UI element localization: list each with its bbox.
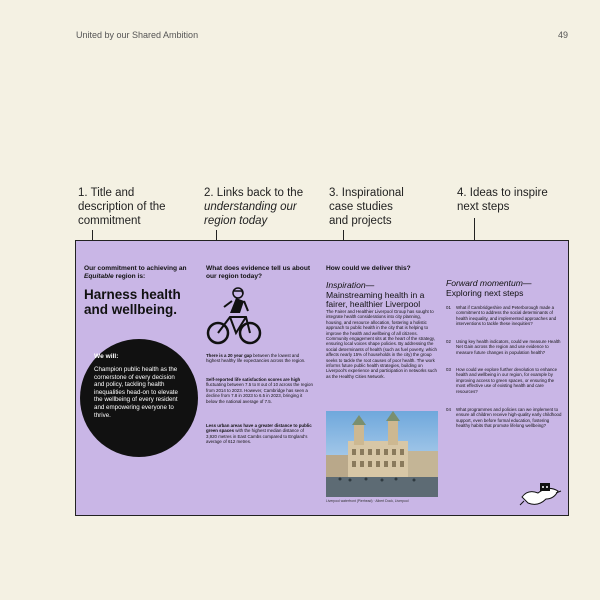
blob-title: We will: (94, 353, 119, 360)
guide-1 (78, 186, 188, 228)
guide-2-num: 2. (204, 187, 214, 199)
guide-3-num: 3. (329, 187, 339, 199)
evidence-1-rest: between the lowest and highest healthy life expectancies across the region. (206, 353, 306, 364)
we-will-blob (80, 339, 198, 457)
photo-caption: Liverpool waterfront (Pierhead) · Albert Dock, Liverpool (326, 499, 409, 503)
evidence-3-rest: with the highest median distance of 3,920 metres in East Cambs compared to England's average of 612 metres. (206, 428, 308, 445)
next-steps-title-text: Exploring next steps (446, 287, 524, 298)
step-text: What programmes and policies can we implement to ensure all children receive high-quality early childhood support, even before formal education, fostering healthy habits that promote lifelong wellbeing? (456, 407, 562, 429)
step-text: How could we explore further devolution to enhance health and wellbeing in our region, for example by improving access to green spaces, or ensuring the most effective use of existing health and care resources? (456, 367, 558, 394)
evidence-point-1 (206, 353, 314, 364)
next-steps-label: Forward momentum— (446, 278, 532, 288)
evidence-point-3 (206, 423, 314, 445)
step-text: What if Cambridgeshire and Peterborough made a commitment to address the social determinants of health inequality, and implemented approaches and interventions to tackle these inequities? (456, 305, 557, 327)
inspiration-body: The Fairer and Healthier Liverpool Group has sought to integrate health considerations into city planning, housing, and resource allocation, fostering a holistic approach to public health in the city that is helping to improve the health and wellbeing of all citizens. Community engagement sits at the heart of the strategy, ensuring local voices shape policies. By addressing the social determinants of health (such as fuel poverty, which affects nearly 15% of households in the city) the group seeks to tackle the root causes of poor health. The work informs future public health strategies, building on Liverpool's experience and participation in networks such as the Healthy Cities Network. (326, 309, 437, 379)
evidence-2-bold: Self-reported life satisfaction scores are high (206, 377, 301, 382)
step-number: 03 (446, 367, 451, 372)
inspiration-title-text: Mainstreaming health in a fairer, healthier Liverpool (326, 289, 425, 310)
evidence-point-2 (206, 377, 314, 404)
guide-2-line-3: region today (204, 215, 268, 227)
spread-panel (75, 240, 569, 516)
blob-body: Champion public health as the cornerstone of every decision and policy, tackling health inequalities head-on to elevate the wellbeing of every resident and empowering everyone to thrive. (94, 366, 178, 419)
evidence-3-bold: Less urban areas have a greater distance to public green spaces (206, 423, 312, 434)
guide-3 (329, 186, 429, 228)
step-text: Using key health indicators, could we measure Health Net Gain across the region and use evidence to measure future changes in population health? (456, 339, 561, 355)
guide-3-line-1: Inspirational (341, 187, 404, 199)
guide-1-line-3: commitment (78, 215, 141, 227)
intro-text-c: region is: (115, 273, 146, 280)
inspiration-title (326, 281, 438, 310)
step-number: 01 (446, 305, 451, 310)
guide-4-line-2: next steps (457, 201, 510, 213)
step-number: 04 (446, 407, 451, 412)
commitment-title: Harness health and wellbeing. (84, 287, 181, 317)
evidence-2-rest: fluctuating between 7.5 to 8 out of 10 across the region from 2014 to 2023. However, Cambridge has seen a decline from 7.8 in 2023 to 6.5 in 2023, bringing it below the national average of 7.5. (206, 382, 313, 404)
guide-1-num: 1. (78, 187, 88, 199)
guide-2-line-1: Links back to the (216, 187, 304, 199)
evidence-heading: What does evidence tell us about our region today? (206, 265, 311, 280)
mascot-illustration-icon (518, 477, 562, 509)
guide-4-num: 4. (457, 187, 467, 199)
page-header: United by our Shared Ambition (76, 30, 199, 40)
guide-4-line-1: Ideas to inspire (469, 187, 548, 199)
commitment-intro (84, 265, 196, 281)
intro-text-a: Our commitment to achieving an (84, 265, 187, 272)
evidence-1-bold: There is a 20 year gap (206, 353, 252, 358)
guide-4 (457, 186, 567, 214)
next-steps-title (446, 279, 562, 298)
page-number: 49 (557, 30, 568, 40)
step-number: 02 (446, 339, 451, 344)
guide-3-line-2: case studies (329, 201, 393, 213)
intro-text-equitable: Equitable (84, 273, 114, 280)
guide-2-line-2: understanding our (204, 201, 297, 213)
deliver-heading: How could we deliver this? (326, 265, 411, 272)
inspiration-label: Inspiration— (326, 280, 375, 290)
guide-2 (204, 186, 314, 228)
liverpool-photo (326, 411, 438, 497)
guide-1-line-1: Title and (90, 187, 135, 199)
cyclist-illustration-icon (206, 287, 262, 345)
guide-1-line-2: description of the (78, 201, 166, 213)
guide-3-line-3: and projects (329, 215, 392, 227)
